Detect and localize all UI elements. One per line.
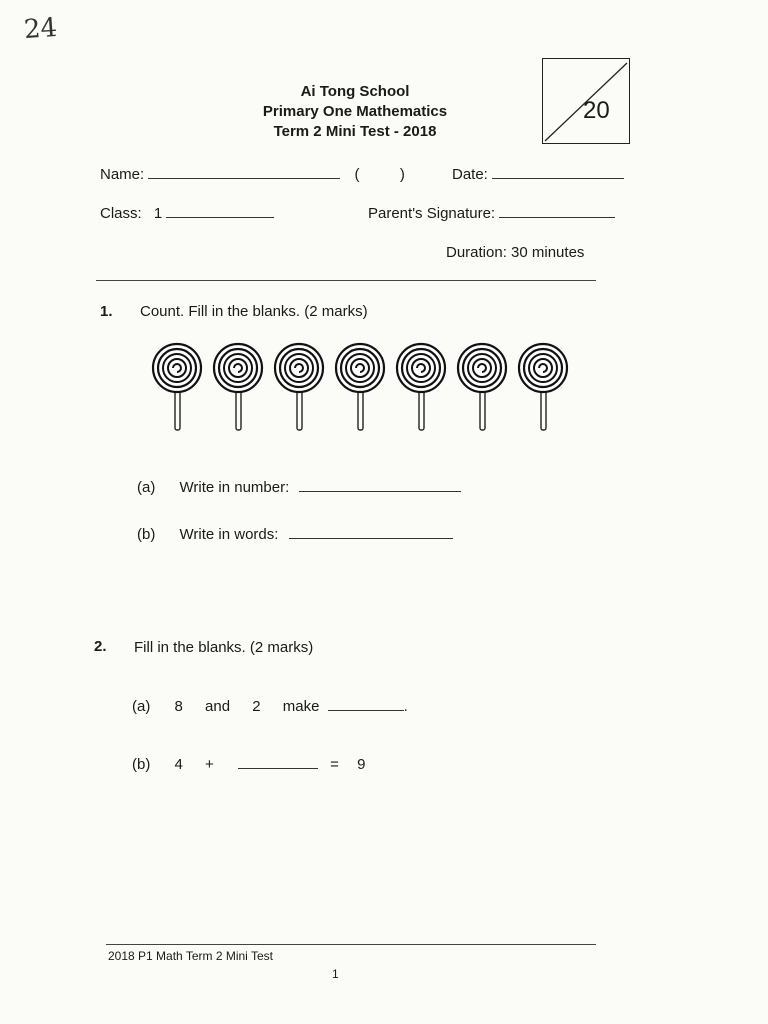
score-box — [542, 58, 630, 144]
q1a-text: Write in number: — [179, 479, 290, 496]
duration: Duration: 30 minutes — [446, 244, 585, 261]
score-total: 20 — [583, 97, 610, 124]
q1b-answer-blank[interactable] — [289, 524, 453, 539]
date-blank[interactable] — [492, 164, 624, 179]
q1a-label: (a) — [137, 479, 156, 496]
test-title: Term 2 Mini Test - 2018 — [273, 123, 437, 140]
lollipop-icon — [272, 340, 326, 435]
q2b-result: 9 — [357, 756, 366, 773]
q2b-row — [132, 754, 365, 773]
q2a-second-number: 2 — [252, 698, 261, 715]
handwritten-page-note: 24 — [22, 12, 59, 46]
q1a-row — [137, 477, 461, 496]
q2b-label: (b) — [132, 756, 151, 773]
name-row — [100, 164, 405, 183]
footer-text: 2018 P1 Math Term 2 Mini Test — [108, 949, 273, 963]
lollipop-icon — [516, 340, 570, 435]
q1a-answer-blank[interactable] — [299, 477, 461, 492]
date-label: Date: — [452, 166, 488, 183]
q1b-row — [137, 524, 453, 543]
q1b-text: Write in words: — [179, 526, 279, 543]
q2a-label: (a) — [132, 698, 151, 715]
q2a-first-number: 8 — [174, 698, 183, 715]
name-blank[interactable] — [148, 164, 340, 179]
parent-signature-label: Parent's Signature: — [368, 205, 496, 222]
date-row — [452, 164, 624, 183]
lollipop-icon — [455, 340, 509, 435]
class-value: 1 — [153, 205, 163, 222]
header-divider — [96, 280, 596, 281]
lollipop-icon — [150, 340, 204, 435]
lollipop-icon — [333, 340, 387, 435]
parent-signature-blank[interactable] — [499, 203, 615, 218]
q2a-and: and — [205, 698, 231, 715]
q2b-first-number: 4 — [174, 756, 183, 773]
q2a-answer-blank[interactable] — [328, 696, 404, 711]
lollipop-picture — [150, 340, 580, 435]
name-label: Name: — [100, 166, 145, 183]
parent-signature-row — [368, 203, 615, 222]
q2-number: 2. — [94, 638, 107, 655]
q2a-period: . — [403, 698, 408, 715]
class-row — [100, 203, 274, 222]
q2b-answer-blank[interactable] — [238, 754, 318, 769]
class-blank[interactable] — [166, 203, 274, 218]
school-name: Ai Tong School — [300, 83, 410, 100]
q2a-make: make — [282, 698, 320, 715]
q2a-row — [132, 696, 408, 715]
q2b-plus: + — [205, 756, 214, 773]
q2-instruction: Fill in the blanks. (2 marks) — [134, 639, 314, 656]
q2b-equals: = — [330, 756, 339, 773]
q1-number: 1. — [100, 303, 113, 320]
q1-instruction: Count. Fill in the blanks. (2 marks) — [140, 303, 368, 320]
class-label: Class: — [100, 205, 142, 222]
footer-divider — [106, 944, 596, 945]
register-paren-open: ( — [354, 166, 360, 183]
register-paren-close: ) — [399, 166, 405, 183]
page-number: 1 — [332, 967, 339, 981]
lollipop-icon — [394, 340, 448, 435]
lollipop-icon — [211, 340, 265, 435]
q1b-label: (b) — [137, 526, 156, 543]
subject-title: Primary One Mathematics — [262, 103, 448, 120]
